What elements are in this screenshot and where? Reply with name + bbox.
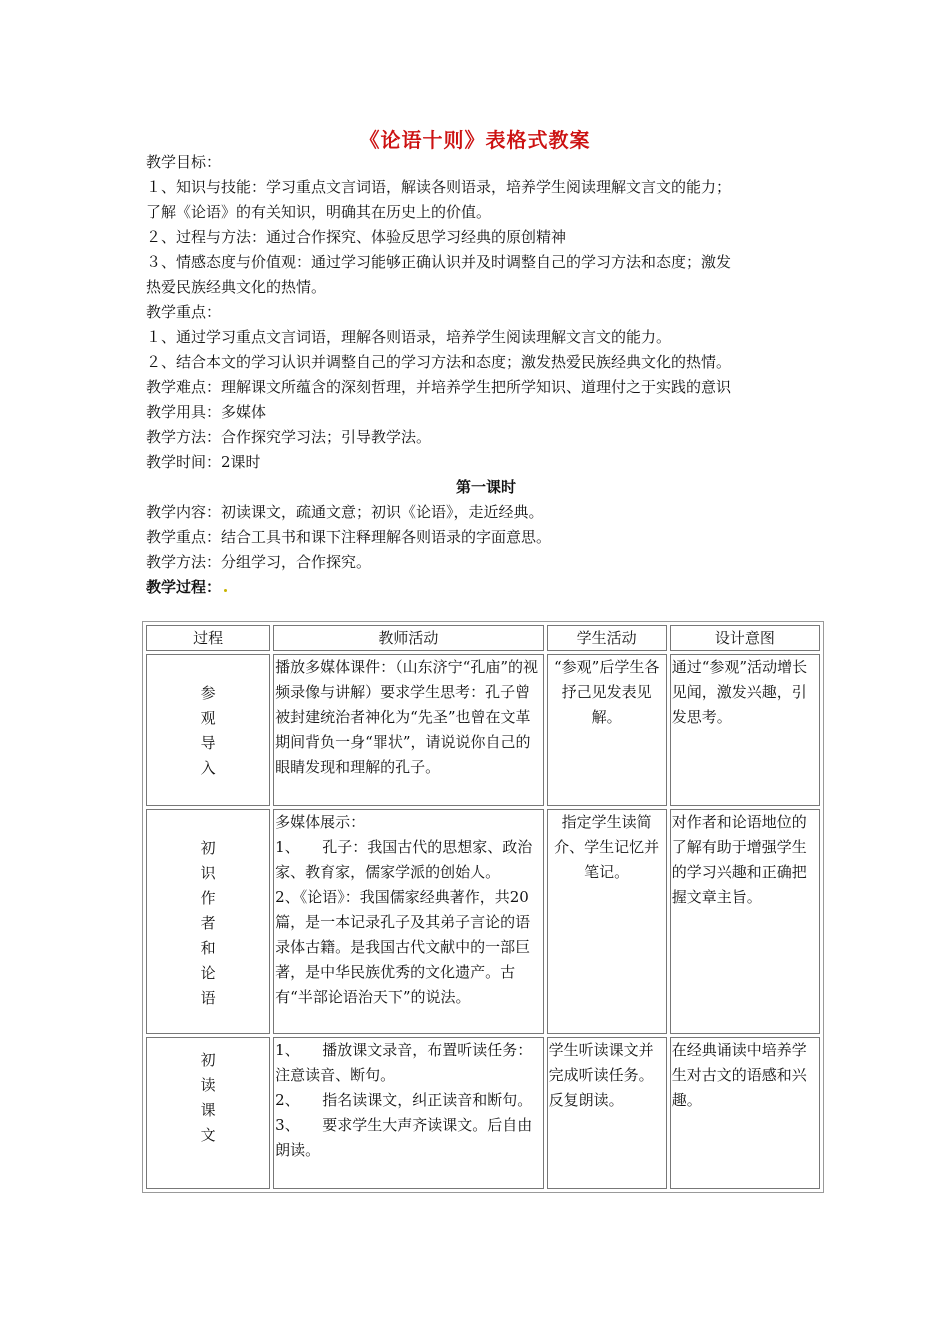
teacher-activity-cell: 1、 播放课文录音，布置听读任务：注意读音、断句。 2、 指名读课文，纠正读音和断句。 3、 要求学生大声齐读课文。后自由朗读。: [273, 1037, 543, 1189]
objective-line-1b: 了解《论语》的有关知识，明确其在历史上的价值。: [146, 203, 492, 221]
header-stage: 过程: [146, 625, 270, 651]
process-table: [143, 622, 823, 1192]
student-activity-cell: “参观”后学生各抒己见发表见解。: [547, 654, 667, 806]
objectives-heading: 教学目标：: [146, 153, 222, 171]
difficulty-line: 教学难点：理解课文所蕴含的深刻哲理，并培养学生把所学知识、道理付之于实践的意识: [146, 378, 732, 396]
stage-cell: 初 识 作 者 和 论 语: [146, 809, 270, 1034]
methods-line: 教学方法：合作探究学习法；引导教学法。: [146, 428, 432, 446]
header-student: 学生活动: [547, 625, 667, 651]
mark-dot: [224, 589, 227, 592]
process-table-container: [142, 621, 824, 1193]
process-label-line: [146, 575, 826, 600]
tools-line: 教学用具：多媒体: [146, 403, 267, 421]
lesson-focus-line: 教学重点：结合工具书和课下注释理解各则语录的字面意思。: [146, 528, 552, 546]
student-activity-cell: 学生听读课文并完成听读任务。反复朗读。: [547, 1037, 667, 1189]
lesson-plan-body: [146, 150, 826, 600]
design-intent-cell: 对作者和论语地位的了解有助于增强学生的学习兴趣和正确把握文章主旨。: [670, 809, 820, 1034]
process-label: 教学过程：: [146, 578, 222, 596]
objective-line-2: ２、过程与方法：通过合作探究、体验反思学习经典的原创精神: [146, 228, 567, 246]
student-activity-cell: 指定学生读简介、学生记忆并笔记。: [547, 809, 667, 1034]
key-point-2: ２、结合本文的学习认识并调整自己的学习方法和态度；激发热爱民族经典文化的热情。: [146, 353, 732, 371]
header-intent: 设计意图: [670, 625, 820, 651]
table-row: [146, 809, 820, 1034]
design-intent-cell: 在经典诵读中培养学生对古文的语感和兴趣。: [670, 1037, 820, 1189]
design-intent-cell: 通过“参观”活动增长见闻，激发兴趣，引发思考。: [670, 654, 820, 806]
key-points-heading: 教学重点：: [146, 303, 222, 321]
teacher-activity-cell: 播放多媒体课件：（山东济宁“孔庙”的视频录像与讲解）要求学生思考：孔子曾被封建统治者神化为“先圣”也曾在文革期间背负一身“罪状”，请说说你自己的眼睛发现和理解的孔子。: [273, 654, 543, 806]
document-title: 《论语十则》表格式教案: [359, 128, 591, 152]
lesson-heading: 第一课时: [455, 478, 516, 496]
header-teacher: 教师活动: [273, 625, 543, 651]
key-point-1: １、通过学习重点文言词语，理解各则语录，培养学生阅读理解文言文的能力。: [146, 328, 672, 346]
time-line: 教学时间：2课时: [146, 453, 261, 471]
objective-line-1: １、知识与技能：学习重点文言词语，解读各则语录，培养学生阅读理解文言文的能力；: [146, 178, 732, 196]
lesson-content-line: 教学内容：初读课文，疏通文意；初识《论语》，走近经典。: [146, 503, 544, 521]
stage-cell: 初 读 课 文: [146, 1037, 270, 1189]
stage-cell: 参 观 导 入: [146, 654, 270, 806]
teacher-activity-cell: 多媒体展示： 1、 孔子：我国古代的思想家、政治家、教育家，儒家学派的创始人。 2、《论语》：我国儒家经典著作，共20篇，是一本记录孔子及其弟子言论的语录体古籍。是我国古代文献中的一部巨著，是中华民族优秀的文化遗产。古有“半部论语治天下”的说法。: [273, 809, 543, 1034]
table-header-row: [146, 625, 820, 651]
table-row: [146, 654, 820, 806]
lesson-method-line: 教学方法：分组学习，合作探究。: [146, 553, 372, 571]
table-row: [146, 1037, 820, 1189]
objective-line-3b: 热爱民族经典文化的热情。: [146, 278, 327, 296]
objective-line-3: ３、情感态度与价值观：通过学习能够正确认识并及时调整自己的学习方法和态度；激发: [146, 253, 732, 271]
